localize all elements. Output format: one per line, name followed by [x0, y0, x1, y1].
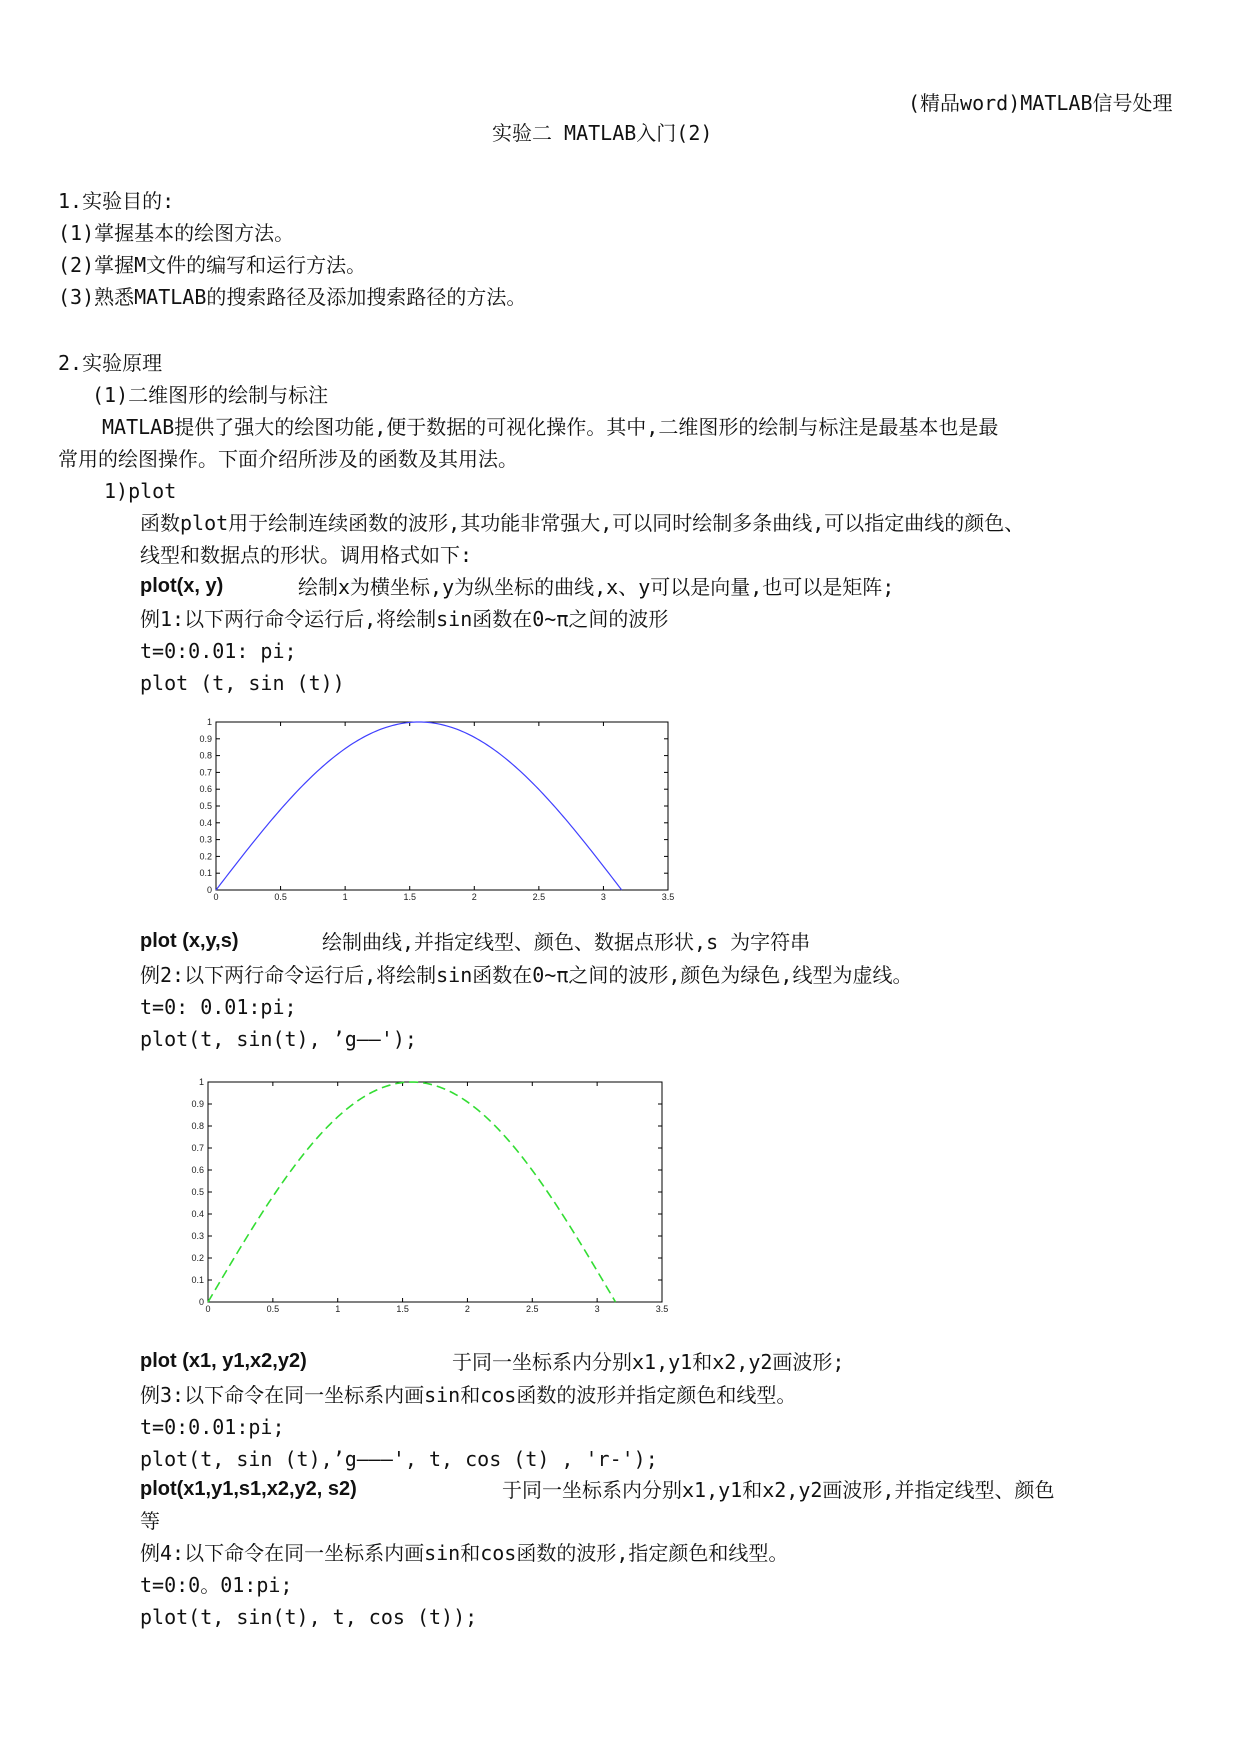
y-tick-label: 0.7 — [199, 767, 212, 778]
format-3-syntax: plot (x1, y1,x2,y2) — [140, 1350, 307, 1372]
y-tick-label: 0.8 — [191, 1121, 204, 1131]
example-1-code-1: t=0:0.01: pi; — [140, 639, 297, 663]
x-tick-label: 0 — [213, 892, 219, 902]
example-4: 例4:以下命令在同一坐标系内画sin和cos函数的波形,指定颜色和线型。 — [140, 1541, 789, 1565]
x-tick-label: 1.5 — [403, 892, 416, 902]
plot-description-2: 线型和数据点的形状。调用格式如下: — [140, 543, 473, 567]
sin-plot-solid — [190, 714, 690, 906]
y-tick-label: 0.4 — [199, 817, 212, 828]
example-3: 例3:以下命令在同一坐标系内画sin和cos函数的波形并指定颜色和线型。 — [140, 1383, 797, 1407]
y-tick-label: 0.7 — [191, 1143, 204, 1153]
format-3-description: 于同一坐标系内分别x1,y1和x2,y2画波形; — [452, 1350, 845, 1374]
y-tick-label: 0.3 — [199, 834, 212, 845]
x-tick-label: 0 — [205, 1304, 211, 1314]
y-tick-label: 0.9 — [191, 1099, 204, 1109]
x-tick-label: 3.5 — [655, 1304, 669, 1314]
plot-heading: 1)plot — [104, 479, 177, 503]
example-4-code-1: t=0:0。01:pi; — [140, 1573, 293, 1597]
x-tick-label: 0.5 — [274, 892, 287, 902]
section2-heading: 2.实验原理 — [58, 351, 163, 375]
x-tick-label: 2.5 — [526, 1304, 539, 1314]
format-1-description: 绘制x为横坐标,y为纵坐标的曲线,x、y可以是向量,也可以是矩阵; — [298, 575, 895, 599]
y-tick-label: 1 — [198, 1077, 204, 1087]
x-tick-label: 1 — [342, 892, 348, 902]
y-tick-label: 0.9 — [199, 733, 212, 744]
y-tick-label: 0.6 — [191, 1165, 204, 1175]
intro-line-2: 常用的绘图操作。下面介绍所涉及的函数及其用法。 — [58, 447, 518, 471]
x-tick-label: 2 — [471, 892, 477, 902]
y-tick-label: 0 — [198, 1297, 204, 1307]
example-2: 例2:以下两行命令运行后,将绘制sin函数在0~π之间的波形,颜色为绿色,线型为虚线。 — [140, 963, 913, 987]
format-2-syntax: plot (x,y,s) — [140, 930, 239, 952]
page-title: 实验二 MATLAB入门(2) — [492, 121, 713, 145]
x-tick-label: 1 — [335, 1304, 341, 1314]
example-1-code-2: plot (t, sin (t)) — [140, 671, 345, 695]
intro-line-1: MATLAB提供了强大的绘图功能,便于数据的可视化操作。其中,二维图形的绘制与标注是最基本也是最 — [102, 415, 999, 439]
format-1-syntax: plot(x, y) — [140, 575, 224, 597]
format-4-syntax: plot(x1,y1,s1,x2,y2, s2) — [140, 1478, 357, 1500]
y-tick-label: 0.8 — [199, 750, 212, 761]
example-1: 例1:以下两行命令运行后,将绘制sin函数在0~π之间的波形 — [140, 607, 669, 631]
y-tick-label: 0.2 — [191, 1253, 204, 1263]
x-tick-label: 1.5 — [396, 1304, 409, 1314]
example-4-code-2: plot(t, sin(t), t, cos (t)); — [140, 1605, 478, 1629]
x-tick-label: 3.5 — [661, 892, 675, 902]
y-tick-label: 0.1 — [199, 868, 212, 879]
x-tick-label: 0.5 — [266, 1304, 280, 1314]
x-tick-label: 3 — [600, 892, 606, 902]
example-3-code-1: t=0:0.01:pi; — [140, 1415, 285, 1439]
format-4-description: 于同一坐标系内分别x1,y1和x2,y2画波形,并指定线型、颜色 — [502, 1478, 1055, 1502]
objective-1: (1)掌握基本的绘图方法。 — [58, 221, 295, 245]
y-tick-label: 0.6 — [199, 784, 212, 795]
plot-description-1: 函数plot用于绘制连续函数的波形,其功能非常强大,可以同时绘制多条曲线,可以指定曲线的颜色、 — [140, 511, 1025, 535]
objective-3: (3)熟悉MATLAB的搜索路径及添加搜索路径的方法。 — [58, 285, 527, 309]
example-2-code-2: plot(t, sin(t), ’g——'); — [140, 1027, 417, 1051]
y-tick-label: 0.1 — [191, 1275, 204, 1285]
section1-heading: 1.实验目的: — [58, 189, 175, 213]
y-tick-label: 0 — [206, 885, 212, 895]
example-3-code-2: plot(t, sin (t),’g———', t, cos (t) , 'r-'); — [140, 1447, 658, 1471]
objective-2: (2)掌握M文件的编写和运行方法。 — [58, 253, 367, 277]
page-header: (精品word)MATLAB信号处理 — [908, 91, 1173, 115]
y-tick-label: 0.5 — [191, 1187, 204, 1197]
subsection-heading: (1)二维图形的绘制与标注 — [92, 383, 329, 407]
y-tick-label: 0.5 — [199, 801, 212, 811]
x-tick-label: 2.5 — [532, 892, 546, 902]
y-tick-label: 0.3 — [191, 1231, 204, 1241]
format-4-description-cont: 等 — [140, 1509, 160, 1533]
y-tick-label: 0.2 — [199, 851, 212, 862]
y-tick-label: 1 — [206, 717, 212, 727]
x-tick-label: 2 — [464, 1304, 470, 1314]
y-tick-label: 0.4 — [191, 1209, 204, 1219]
x-tick-label: 3 — [594, 1304, 600, 1314]
example-2-code-1: t=0: 0.01:pi; — [140, 995, 297, 1019]
format-2-description: 绘制曲线,并指定线型、颜色、数据点形状,s 为字符串 — [322, 930, 811, 954]
sin-plot-dashed — [182, 1074, 682, 1324]
